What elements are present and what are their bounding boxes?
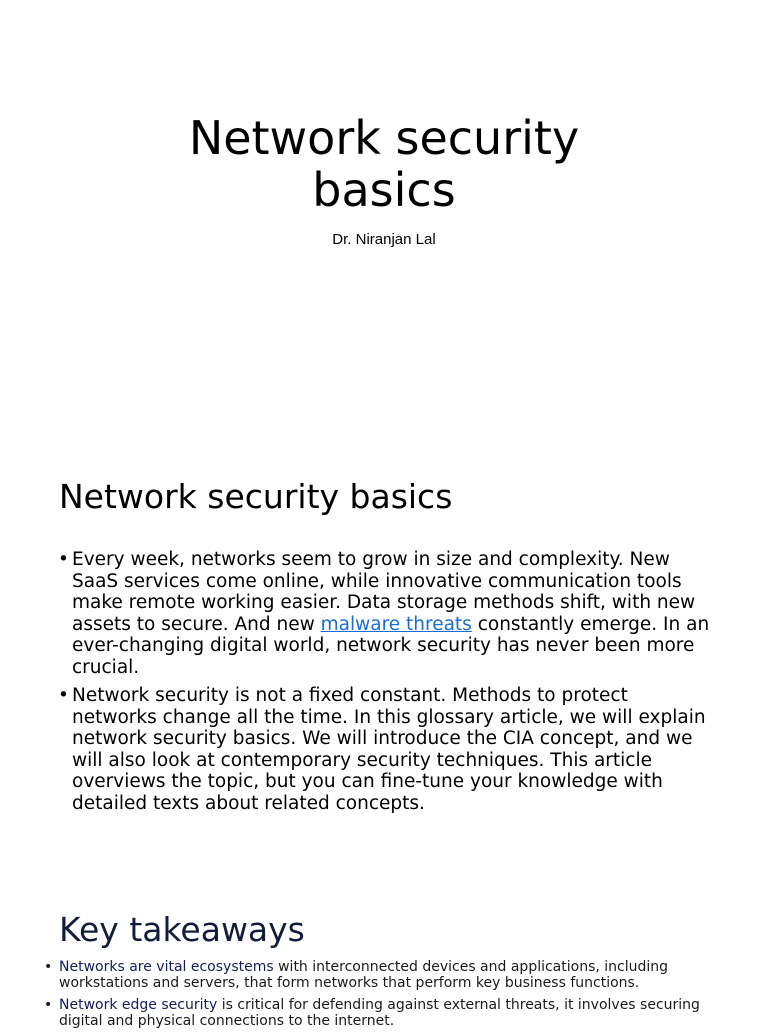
title-line-1: Network security (188, 111, 580, 165)
slide-heading: Network security basics (59, 477, 453, 516)
takeaways-list (44, 960, 734, 1036)
content-slide-basics (0, 445, 768, 865)
author-name: Dr. Niranjan Lal (332, 231, 436, 248)
list-item (44, 998, 734, 1029)
bullet-icon: • (44, 959, 53, 975)
bullet-text-after-link: constantly emerge. In an ever-changing digital world, network security has never been more crucial. (72, 613, 710, 678)
bullet-icon: • (58, 685, 69, 706)
takeaway-text: with interconnected devices and applications, including workstations and servers, that form networks that perform key business functions. (59, 959, 669, 991)
bullet-text-before-link: Every week, networks seem to grow in size and complexity. New SaaS services come online, while innovative communication tools make remote working easier. Data storage methods shift, with new assets to secure. And new (72, 549, 696, 635)
bullet-list (58, 549, 718, 821)
presentation-title (0, 112, 768, 216)
title-line-2: basics (312, 163, 456, 217)
title-slide (0, 0, 768, 440)
bullet-icon: • (58, 549, 69, 570)
malware-threats-link[interactable]: malware threats (320, 613, 472, 635)
takeaway-text: is critical for defending against external threats, it involves securing digital and physical connections to the internet. (59, 997, 700, 1029)
list-item (58, 549, 718, 678)
list-item (58, 685, 718, 814)
bullet-text: Network security is not a fixed constant. Methods to protect networks change all the time. In this glossary article, we will explain network security basics. We will introduce the CIA concept, and we will also look at contemporary security techniques. This article overviews the topic, but you can fine-tune your knowledge with detailed texts about related concepts. (72, 685, 706, 814)
list-item (44, 960, 734, 991)
content-slide-takeaways (0, 870, 768, 1029)
slide-heading: Key takeaways (59, 910, 305, 949)
takeaway-highlight: Network edge security (59, 997, 218, 1013)
bullet-icon: • (44, 997, 53, 1013)
takeaway-highlight: Networks are vital ecosystems (59, 959, 274, 975)
